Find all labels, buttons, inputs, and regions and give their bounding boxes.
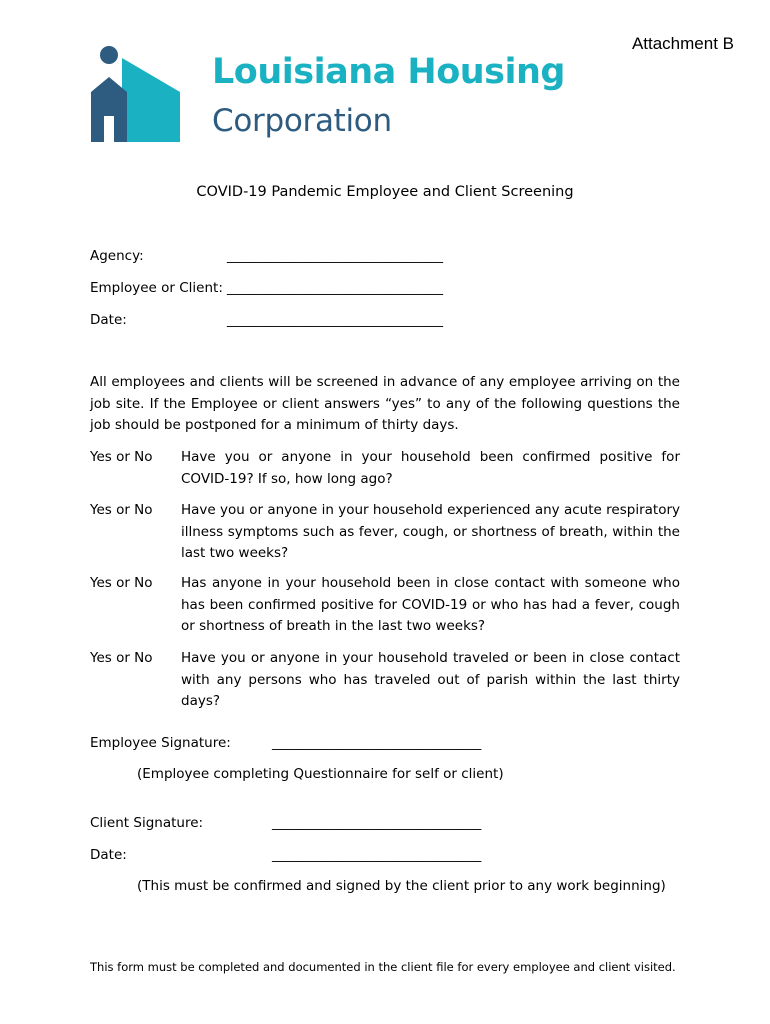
employee-signature-field[interactable]: _______________________________ xyxy=(272,735,482,751)
house-logo-icon xyxy=(88,44,180,144)
agency-field[interactable]: ________________________________ xyxy=(227,248,443,264)
form-title: COVID-19 Pandemic Employee and Client Screening xyxy=(196,184,574,200)
question-1-answer[interactable]: Yes or No xyxy=(90,449,153,465)
question-3-answer[interactable]: Yes or No xyxy=(90,575,153,591)
attachment-label: Attachment B xyxy=(631,34,734,53)
intro-paragraph: All employees and clients will be screened in advance of any employee arriving on the job site. If the Employee or client answers “yes” to any of the following questions the job should be postponed for a minimum of thirty days. xyxy=(90,374,680,433)
client-signature-field[interactable]: _______________________________ xyxy=(272,815,482,831)
employee-signature-note: (Employee completing Questionnaire for self or client) xyxy=(137,766,504,782)
question-4-text: Have you or anyone in your household traveled or been in close contact with any persons who has traveled out of parish within the last thirty days? xyxy=(181,650,680,709)
client-signature-note: (This must be confirmed and signed by the client prior to any work beginning) xyxy=(137,878,666,894)
employee-or-client-field[interactable]: ________________________________ xyxy=(227,280,443,296)
question-4-answer[interactable]: Yes or No xyxy=(90,650,153,666)
question-2-answer[interactable]: Yes or No xyxy=(90,502,153,518)
question-1-text: Have you or anyone in your household been confirmed positive for COVID-19? If so, how long ago? xyxy=(181,449,680,487)
footer-note: This form must be completed and documented in the client file for every employee and client visited. xyxy=(90,960,676,974)
signature-date-field[interactable]: _______________________________ xyxy=(272,847,482,863)
signature-date-label: Date: xyxy=(90,847,127,863)
date-field[interactable]: ________________________________ xyxy=(227,312,443,328)
logo-text-line1: Louisiana Housing xyxy=(212,52,565,92)
client-signature-label: Client Signature: xyxy=(90,815,204,831)
question-2-text: Have you or anyone in your household experienced any acute respiratory illness symptoms such as fever, cough, or shortness of breath, within the last two weeks? xyxy=(181,502,680,561)
logo-text-line2: Corporation xyxy=(212,103,392,139)
date-label: Date: xyxy=(90,312,127,328)
question-3-text: Has anyone in your household been in close contact with someone who has been confirmed positive for COVID-19 or who has had a fever, cough or shortness of breath in the last two weeks? xyxy=(181,575,680,634)
agency-label: Agency: xyxy=(90,248,144,264)
employee-signature-label: Employee Signature: xyxy=(90,735,231,751)
employee-or-client-label: Employee or Client: xyxy=(90,280,223,296)
